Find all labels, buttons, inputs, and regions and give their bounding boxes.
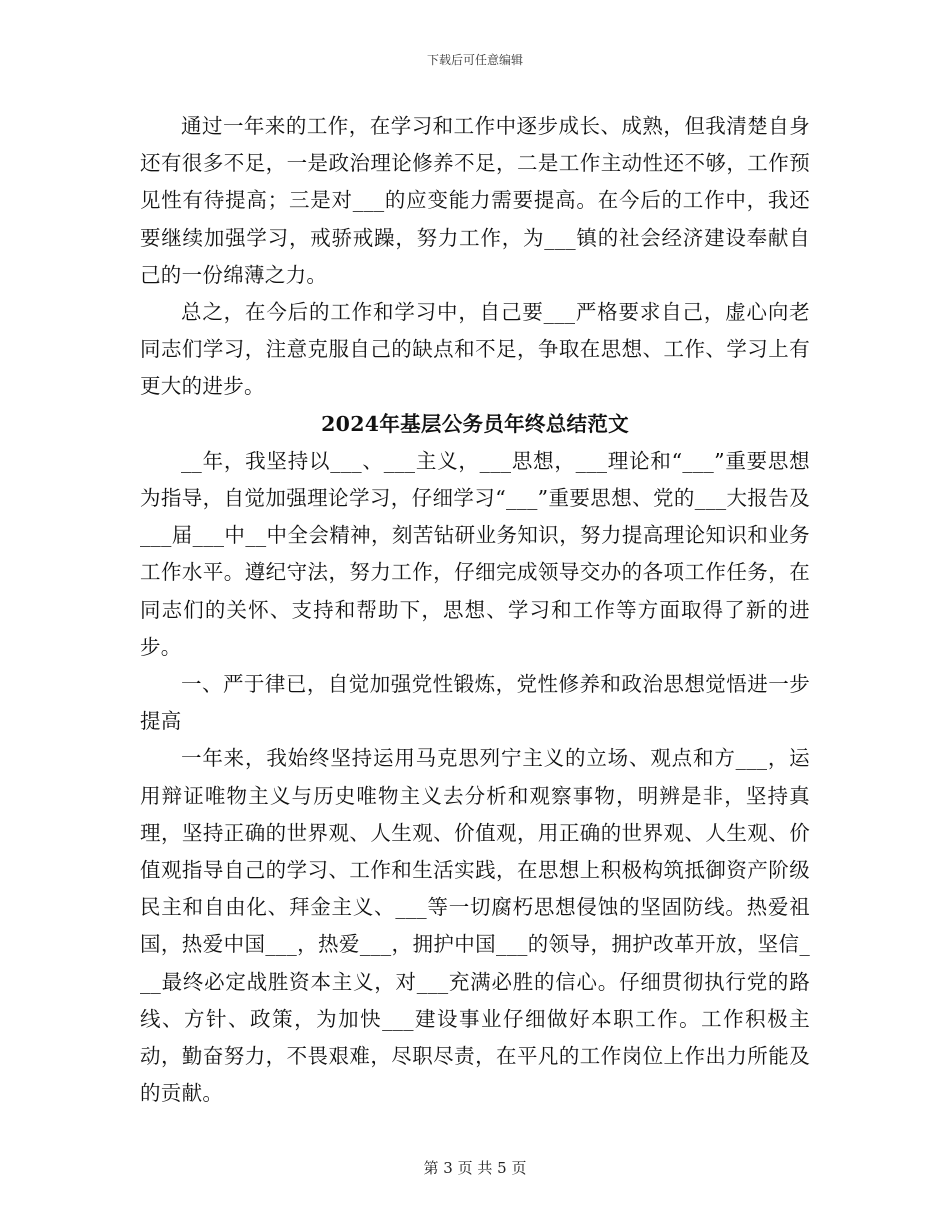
document-body (140, 108, 810, 1112)
section-title: 2024年基层公务员年终总结范文 (321, 411, 629, 436)
paragraph-intro-2: 总之，在今后的工作和学习中，自己要___严格要求自己，虚心向老同志们学习，注意克服自己的缺点和不足，争取在思想、工作、学习上有更大的进步。 (140, 300, 810, 399)
page-header: 下载后可任意编辑 (426, 53, 523, 67)
paragraph-section-1: __年，我坚持以___、___主义，___思想，___理论和“___”重要思想为指导，自觉加强理论学习，仔细学习“___”重要思想、党的___大报告及___届___中__中全会精神，刻苦钻研业务知识，努力提高理论知识和业务工作水平。遵纪守法，努力工作，仔细完成领导交办的各项工作任务，在同志们的关怀、支持和帮助下，思想、学习和工作等方面取得了新的进步。 (140, 448, 810, 659)
page-footer: 第 3 页 共 5 页 (423, 1159, 527, 1177)
paragraph-section-heading: 一、严于律已，自觉加强党性锻炼，党性修养和政治思想觉悟进一步提高 (140, 672, 810, 734)
paragraph-section-2: 一年来，我始终坚持运用马克思列宁主义的立场、观点和方___，运用辩证唯物主义与历史唯物主义去分析和观察事物，明辨是非，坚持真理，坚持正确的世界观、人生观、价值观，用正确的世界观、人生观、价值观指导自己的学习、工作和生活实践，在思想上积极构筑抵御资产阶级民主和自由化、拜金主义、___等一切腐朽思想侵蚀的坚固防线。热爱祖国，热爱中国___，热爱___，拥护中国___的领导，拥护改革开放，坚信___最终必定战胜资本主义，对___充满必胜的信心。仔细贯彻执行党的路线、方针、政策，为加快___建设事业仔细做好本职工作。工作积极主动，勤奋努力，不畏艰难，尽职尽责，在平凡的工作岗位上作出力所能及的贡献。 (140, 746, 810, 1106)
paragraph-intro-1: 通过一年来的工作，在学习和工作中逐步成长、成熟，但我清楚自身还有很多不足，一是政治理论修养不足，二是工作主动性还不够，工作预见性有待提高；三是对___的应变能力需要提高。在今后的工作中，我还要继续加强学习，戒骄戒躁，努力工作，为___镇的社会经济建设奉献自己的一份绵薄之力。 (140, 114, 810, 287)
